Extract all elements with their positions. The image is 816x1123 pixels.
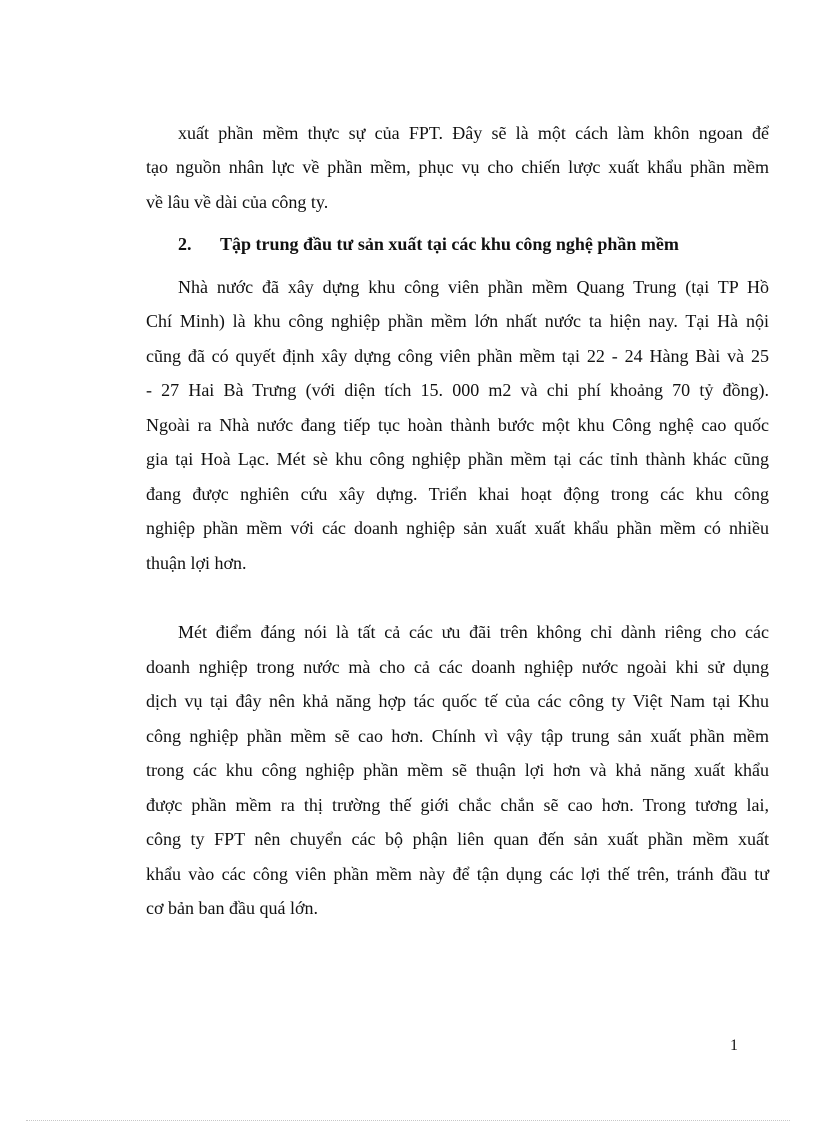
text-line: xuất phần mềm thực sự của FPT. Đây sẽ là một cách làm khôn ngoan để — [178, 123, 769, 143]
section-number: 2. — [178, 234, 192, 254]
text-line: trong các khu công nghiệp phần mềm sẽ thuận lợi hơn và khả năng xuất khẩu — [146, 760, 769, 780]
text-line: công ty FPT nên chuyển các bộ phận liên quan đến sản xuất phần mềm xuất — [146, 829, 769, 849]
text-line: về lâu về dài của công ty. — [146, 192, 329, 212]
text-line: khẩu vào các công viên phần mềm này để tận dụng các lợi thế trên, tránh đầu tư — [146, 864, 769, 884]
text-line: gia tại Hoà Lạc. Mét sè khu công nghiệp phần mềm tại các tỉnh thành khác cũng — [146, 449, 769, 469]
text-line: thuận lợi hơn. — [146, 553, 247, 573]
text-line: cơ bản ban đầu quá lớn. — [146, 898, 318, 918]
text-line: doanh nghiệp trong nước mà cho cả các doanh nghiệp nước ngoài khi sử dụng — [146, 657, 769, 677]
text-line: Ngoài ra Nhà nước đang tiếp tục hoàn thành bước một khu Công nghệ cao quốc — [146, 415, 769, 435]
page-number: 1 — [730, 1037, 738, 1054]
text-line: Nhà nước đã xây dựng khu công viên phần mềm Quang Trung (tại TP Hồ — [178, 277, 769, 297]
text-line: Mét điểm đáng nói là tất cả các ưu đãi trên không chỉ dành riêng cho các — [178, 622, 769, 642]
text-line: tạo nguồn nhân lực về phần mềm, phục vụ cho chiến lược xuất khẩu phần mềm — [146, 157, 769, 177]
text-line: cũng đã có quyết định xây dựng công viên phần mềm tại 22 - 24 Hàng Bài và 25 — [146, 346, 769, 366]
text-line: dịch vụ tại đây nên khả năng hợp tác quốc tế của các công ty Việt Nam tại Khu — [146, 691, 769, 711]
text-line: đang được nghiên cứu xây dựng. Triển khai hoạt động trong các khu công — [146, 484, 769, 504]
section-heading — [178, 232, 679, 256]
section-title: Tập trung đầu tư sản xuất tại các khu công nghệ phần mềm — [220, 234, 679, 254]
text-line: công nghiệp phần mềm sẽ cao hơn. Chính vì vậy tập trung sản xuất phần mềm — [146, 726, 769, 746]
text-line: được phần mềm ra thị trường thế giới chắc chắn sẽ cao hơn. Trong tương lai, — [146, 795, 769, 815]
text-line: Chí Minh) là khu công nghiệp phần mềm lớn nhất nước ta hiện nay. Tại Hà nội — [146, 311, 769, 331]
text-line: - 27 Hai Bà Trưng (với diện tích 15. 000 m2 và chi phí khoảng 70 tỷ đồng). — [146, 380, 769, 400]
footer-divider — [26, 1120, 790, 1121]
text-line: nghiệp phần mềm với các doanh nghiệp sản xuất xuất khẩu phần mềm có nhiều — [146, 518, 769, 538]
